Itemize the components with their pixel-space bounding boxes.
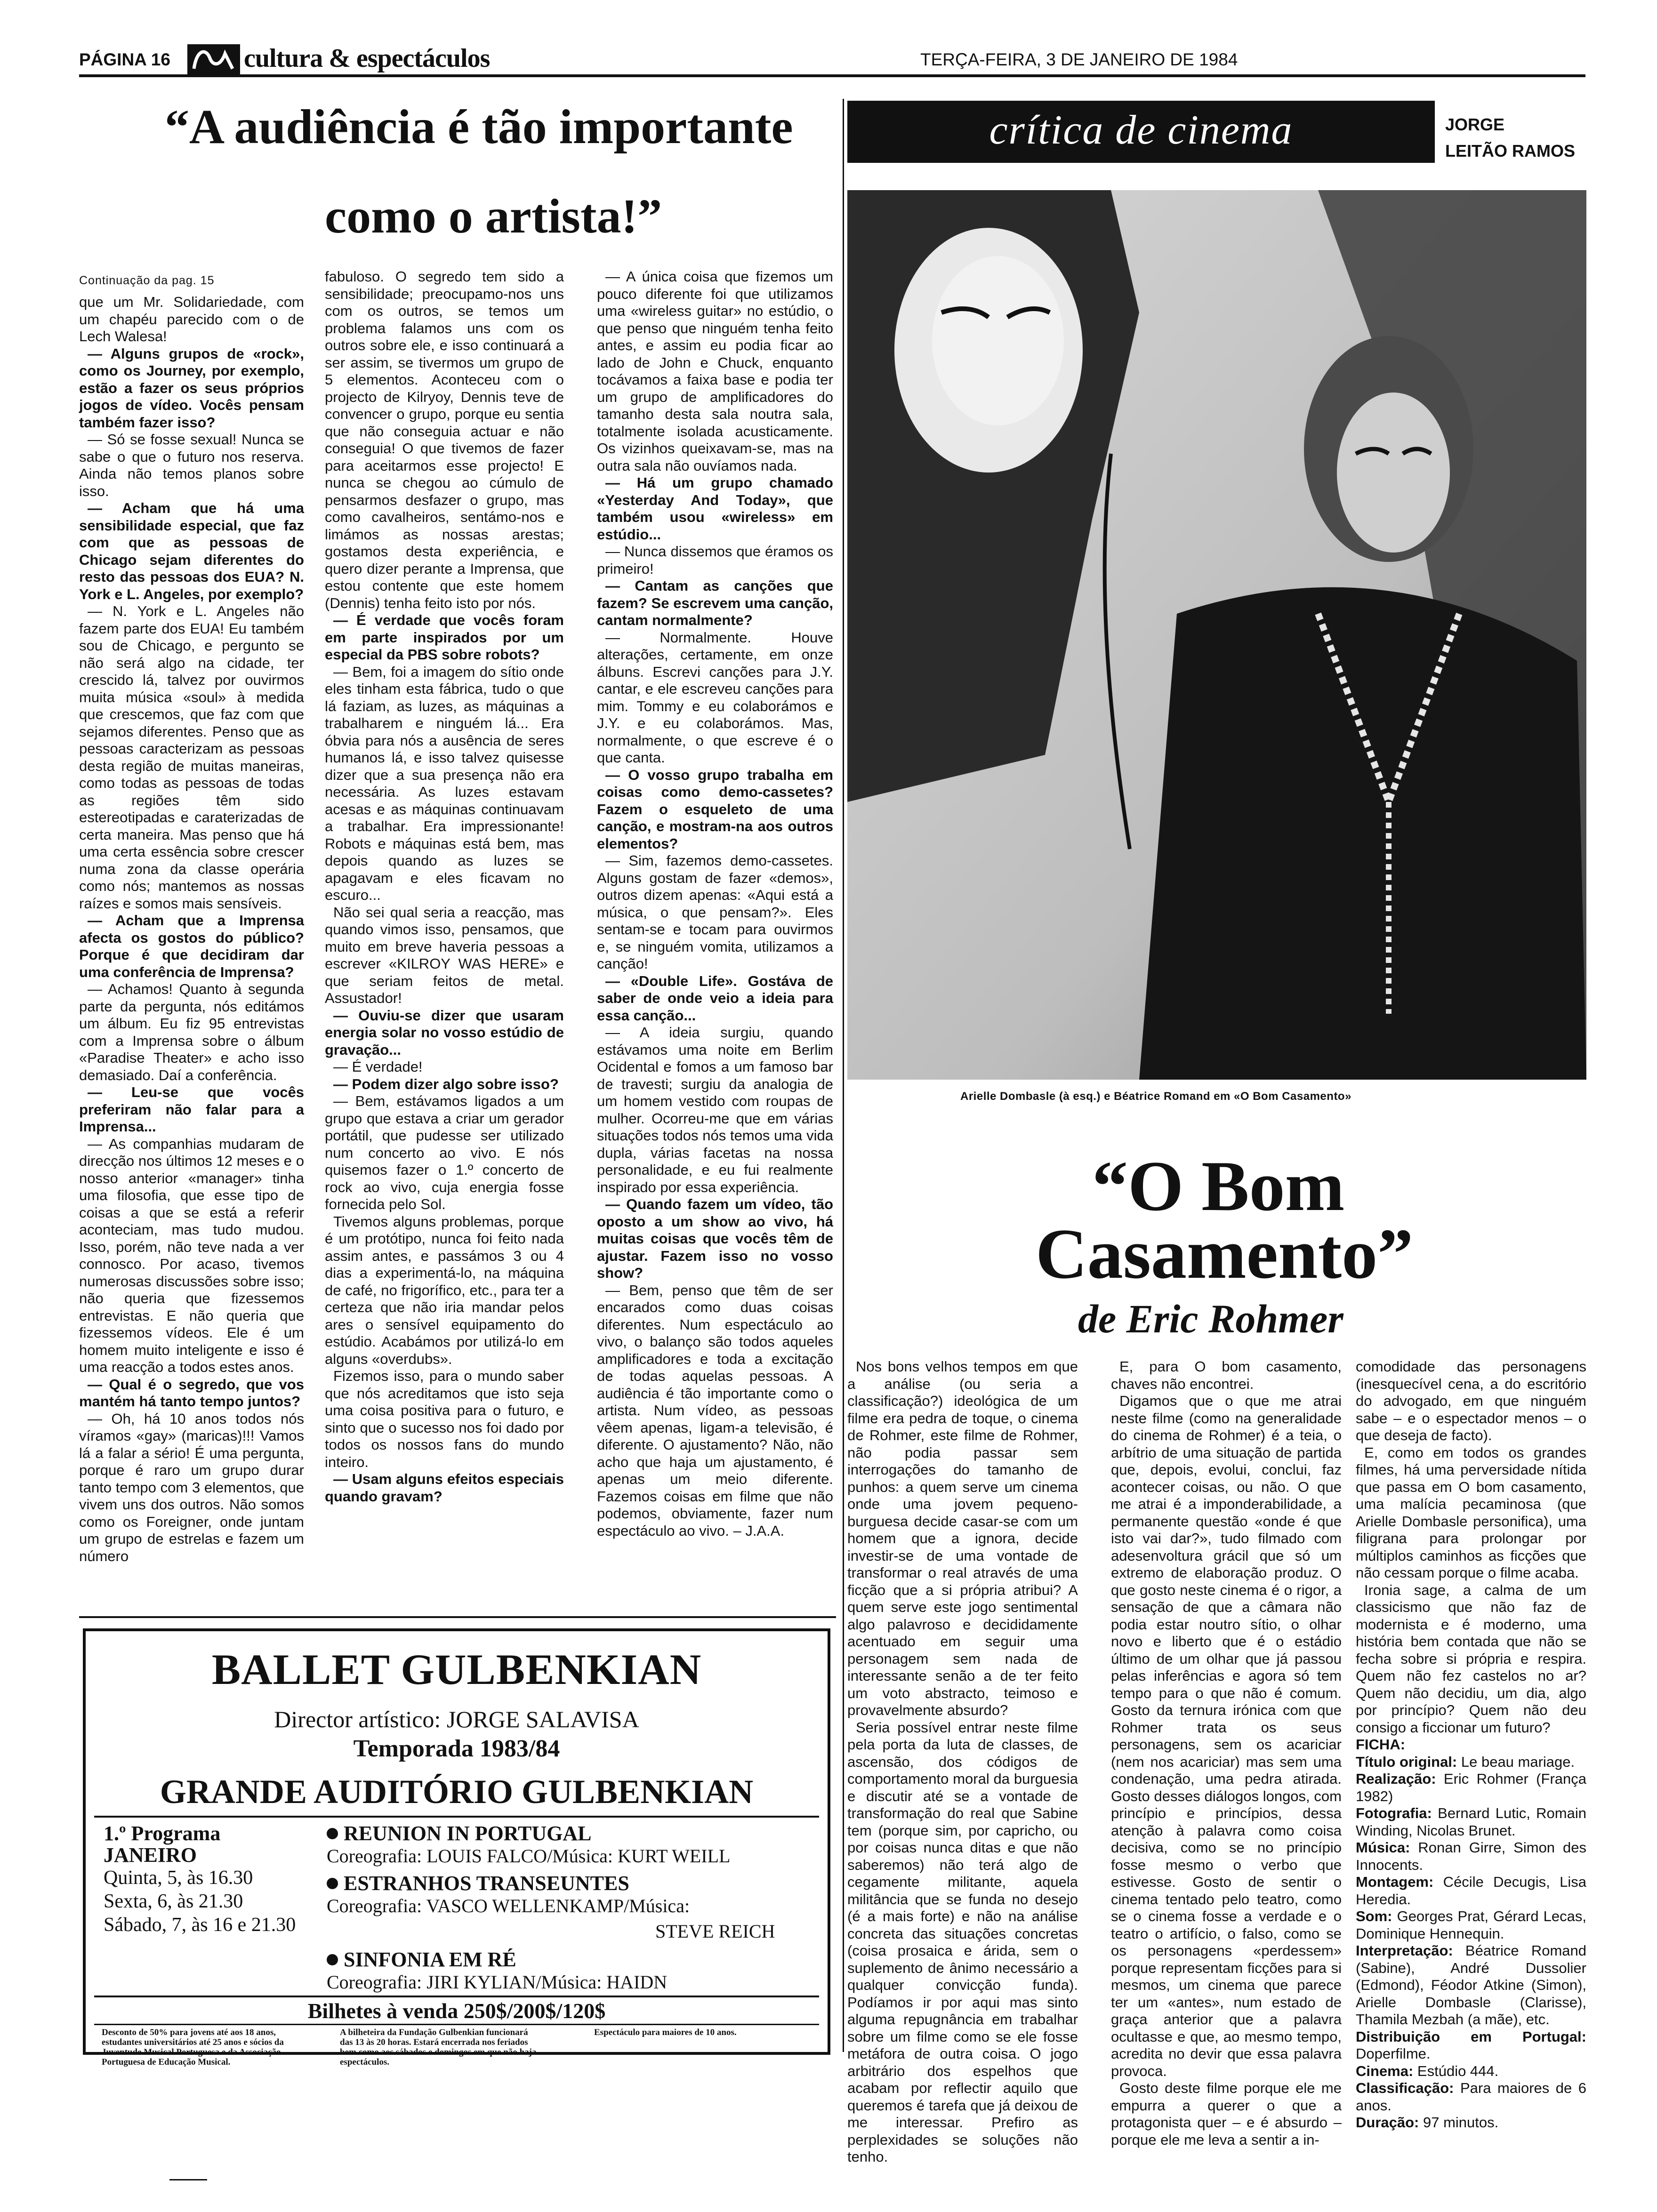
interview-column-1 [79, 294, 304, 1635]
continuation-note: Continuação da pag. 15 [79, 274, 215, 287]
paragraph: — Achamos! Quanto à segunda parte da pergunta, nós editámos um álbum. Eu fiz 95 entrevistas com a Imprensa sobre o álbum «Paradise Theater» e acho isso demasiado. Daí a conferência. [79, 981, 304, 1083]
review-banner-text: crítica de cinema [989, 107, 1293, 153]
interview-question: — É verdade que vocês foram em parte inspirados por um especial da PBS sobre robots? [325, 612, 564, 663]
interview-question: — Acham que há uma sensibilidade especial, que faz com que as pessoas de Chicago sejam diferentes do resto das pessoas dos EUA? N. York e L. Angeles, por exemplo? [79, 500, 304, 602]
ficha-value: Le beau mariage. [1457, 1753, 1575, 1770]
ficha-entry [1356, 1805, 1586, 1839]
paragraph: Ironia sage, a calma de um classicismo que não faz de modernista e é moderno, uma história bem contada que não se fecha sobre si própria e respira. Quem não fez castelos no ar? Quem não decidiu, um dia, algo por princípio? Quem não deu consigo a ficcionar um futuro? [1356, 1581, 1586, 1736]
interview-title-line2: como o artista!” [325, 189, 662, 243]
ad-footer-boxoffice: A bilheteira da Fundação Gulbenkian funcionará das 13 às 20 horas. Estará encerrada nos feriados bem como aos sábados e domingos em que não haja espectáculos. [340, 2028, 537, 2067]
ficha-value: Estúdio 444. [1413, 2062, 1499, 2079]
review-column-2 [1111, 1358, 1342, 2148]
header-rule [79, 74, 1585, 77]
paragraph: Digamos que o que me atrai neste filme (como na generalidade do cinema de Rohmer) é a teia, o arbítrio de uma situação de partida que, depois, evolui, conclui, faz acontecer coisas, ou não. O que me atrai é a imponderabilidade, a permanente questão «onde é que isto vai dar?», tudo filmado com adesenvoltura grácil que só um extremo de elaboração produz. O que gosto neste cinema é o rigor, a sensação de que a câmara não podia estar noutro sítio, o olhar novo e liberto que é o estádio último de um olhar que já passou pelas inferências e agora só tem tempo para o que não é comum. Gosto da ternura irónica com que Rohmer trata os seus personagens, sem os acariciar (nem nos acariciar) mas sem uma condenação, uma pedra atirada. Gosto desses diálogos longos, com princípio e princípios, dessa atenção à palavra como coisa decisiva, como se no princípio fosse mesmo o verbo que estivesse. Gosto de sentir o cinema tentado pelo teatro, como se o cinema fosse a verdade e o teatro o artifício, o falso, como se os personagens «perdessem» porque representam ficções para si mesmos, um cinema que parece ter um «antes», num estado de graça anterior que a palavra ocultasse e que, ao mesmo tempo, acredita no devir que essa palavra provoca. [1111, 1393, 1342, 2079]
ad-director: Director artístico: JORGE SALAVISA [274, 1706, 639, 1732]
review-column-1 [847, 1358, 1078, 2165]
ad-rule-1 [94, 1816, 819, 1818]
photo-caption: Arielle Dombasle (à esq.) e Béatrice Romand em «O Bom Casamento» [960, 1090, 1351, 1103]
bullet-icon [327, 1878, 338, 1889]
paragraph: Nos bons velhos tempos em que a análise (ou seria a classificação?) ideológica de um filme era pedra de toque, o cinema de Rohmer, este filme de Rohmer, não podia passar sem interrogações do tamanho de punhos: a quem serve um cinema onde uma jovem pequeno-burguesa decide casar-se com um homem que a ignora, decide investir-se de uma vontade de transformar o real através de uma ficção que a si própria atribui? A quem serve este jogo sentimental algo palavroso e decididamente acentuado em seguir uma personagem sem nada de interessante senão a de ter feito um voto abstracto, teimoso e provavelmente absurdo? [847, 1358, 1078, 1718]
ficha-key: Realização: [1356, 1771, 1436, 1787]
ficha-value: Eric Rohmer (França 1982) [1356, 1771, 1586, 1804]
paragraph: — Só se fosse sexual! Nunca se sabe o que o futuro nos reserva. Ainda não temos planos sobre isso. [79, 431, 304, 499]
ficha-label: FICHA: [1356, 1736, 1406, 1753]
ad-piece-2-extra: STEVE REICH [655, 1921, 775, 1942]
review-banner [847, 101, 1435, 163]
ad-program: 1.º Programa [104, 1822, 221, 1845]
ad-month: JANEIRO [104, 1843, 197, 1867]
interview-column-3 [597, 268, 833, 1605]
paragraph: fabuloso. O segredo tem sido a sensibilidade; preocupamo-nos uns com os outros, se temos um problema falamos uns com os outros sobre ele, e isso continuará a ser assim, se tivermos um grupo de 5 elementos. Aconteceu com o projecto de Kilryoy, Dennis teve de convencer o grupo, porque eu sentia que não conseguia actuar e não conseguia! O que tivemos de fazer para aceitarmos esse projecto! E nunca se chegou ao cúmulo de pensarmos desfazer o grupo, mas como cavalheiros, sentámo-nos e limámos as nossas arestas; gostamos desta experiência, e quero dizer perante a Imprensa, que estou contente que este homem (Dennis) tenha feito isto por nós. [325, 268, 564, 611]
interview-title-line1: “A audiência é tão importante [165, 100, 793, 154]
ficha-entry [1356, 1839, 1586, 1874]
ficha-key: Duração: [1356, 2114, 1419, 2131]
ficha-entry [1356, 2114, 1586, 2132]
interview-question: — Usam alguns efeitos especiais quando gravam? [325, 1471, 564, 1505]
interview-question: — Há um grupo chamado «Yesterday And Today», que também usou «wireless» em estúdio... [597, 474, 833, 543]
ad-season: Temporada 1983/84 [353, 1735, 560, 1762]
paragraph: E, como em todos os grandes filmes, há uma perversidade nítida que passa em O bom casamento, uma malícia pecaminosa (que Arielle Dombasle personifica), uma filigrana para prolongar por múltiplos caminhos as ficções que não cessam porque o filme acaba. [1356, 1444, 1586, 1581]
ficha-value: Cécile Decugis, Lisa Heredia. [1356, 1874, 1586, 1907]
paragraph: — N. York e L. Angeles não fazem parte dos EUA! Eu também sou de Chicago, e pergunto se não será algo na cidade, ter crescido lá, talvez por ouvirmos muita música «soul» à medida que crescemos, que faz com que sejamos diferentes. Penso que as pessoas caracterizam as pessoas desta região de muitas maneiras, como todas as pessoas de todas as regiões têm sido estereotipadas e caraterizadas de certa maneira. Mas penso que há uma certa essência sobre crescer numa zona da classe operária como nós; mantemos as nossas raízes e somos mais sensíveis. [79, 603, 304, 912]
bullet-icon [327, 1954, 338, 1965]
paragraph: Não sei qual seria a reacção, mas quando vimos isso, pensamos, que muito em breve haveria pessoas a escrever «KILROY WAS HERE» e que seriam feitos de metal. Assustador! [325, 904, 564, 1006]
paragraph: E, para O bom casamento, chaves não encontrei. [1111, 1358, 1342, 1392]
newspaper-logo-icon [187, 44, 240, 74]
paragraph: — Bem, estávamos ligados a um grupo que estava a criar um gerador portátil, que pudesse ser utilizado num concerto ao vivo. E nós quisemos fazer o 1.º concerto de rock ao vivo, cuja energia fosse fornecida pelo Sol. [325, 1093, 564, 1212]
paragraph: — É verdade! [333, 1058, 423, 1075]
paragraph: Seria possível entrar neste filme pela porta da luta de classes, de ascensão, dos códigos de comportamento moral da burguesia e discutir até se a vontade de transformação do real que Sabine tem (porque sim, por capricho, ou por coisas nunca ditas e que não saberemos) não terá algo de cegamente militante, aquela militância que se funda no desejo (é a mais forte) e não na análise concreta das situações concretas (coisa prosaica e árida, sem o suplemento de ânimo necessário a qualquer convicção funda). Podíamos ir por aqui mas sinto alguma repugnância em trabalhar sobre um filme como se ele fosse metáfora de outra coisa. O jogo arbitrário dos espelhos que acabam por reflectir aquilo que queremos é tarefa que já deixou de me interessar. Prefiro as perplexidades se soluções não tenho. [847, 1719, 1078, 2165]
ficha-key: Cinema: [1356, 2062, 1414, 2079]
ficha-key: Montagem: [1356, 1874, 1434, 1890]
interview-question: — Cantam as canções que fazem? Se escrevem uma canção, cantam normalmente? [597, 577, 833, 628]
ad-piece-2-credit: Coreografia: VASCO WELLENKAMP/Música: [327, 1895, 690, 1916]
ad-venue: GRANDE AUDITÓRIO GULBENKIAN [160, 1773, 754, 1811]
ficha-value: Para maiores de 6 anos. [1356, 2080, 1586, 2114]
ficha-value: Béatrice Romand (Sabine), André Dussolier (Edmond), Féodor Atkine (Simon), Arielle Dombasle (Clarisse), Thamila Mezbah (a mãe), etc. [1356, 1942, 1586, 2028]
film-still-photo [847, 190, 1586, 1080]
interview-question: — Qual é o segredo, que vos mantém há tanto tempo juntos? [79, 1376, 304, 1410]
ficha-entry [1356, 2080, 1586, 2114]
interview-question: — Ouviu-se dizer que usaram energia solar no vosso estúdio de gravação... [325, 1007, 564, 1058]
paragraph: — A ideia surgiu, quando estávamos uma noite em Berlim Ocidental e fomos a um famoso bar de travesti; surgiu da analogia de um homem vestido com roupas de mulher. Ocorreu-me que em várias situações todos nós temos uma vida dupla, várias facetas na nossa personalidade, e eu fui realmente inspirado por essa experiência. [597, 1024, 833, 1195]
paragraph: — Oh, há 10 anos todos nós víramos «gay» (maricas)!!! Vamos lá a falar a sério! É uma pergunta, porque é raro um grupo durar tanto tempo com 3 elementos, que vivem uns dos outros. Não somos como os Foreigner, onde juntam um grupo de estrelas e fazem um número [79, 1410, 304, 1564]
ballet-ad [83, 1628, 830, 2067]
paragraph: — Bem, foi a imagem do sítio onde eles tinham esta fábrica, tudo o que lá faziam, as luzes, as máquinas a trabalharem e ninguém lá... Era óbvia para nós a ausência de seres humanos lá, e isso talvez quisesse dizer que a sua presença não era necessária. As luzes estavam acesas e as máquinas continuavam a trabalhar. Era impressionante! Robots e máquinas está bem, mas depois quando as luzes se apagavam e eles ficavam no escuro... [325, 663, 564, 903]
interview-question: — O vosso grupo trabalha em coisas como demo-cassetes? Fazem o esqueleto de uma canção, e mostram-na aos outros elementos? [597, 766, 833, 852]
interview-question: — Quando fazem um vídeo, tão oposto a um show ao vivo, há muitas coisas que vocês têm de ajustar. Fazem isso no vosso show? [597, 1196, 833, 1281]
ficha-entry [1356, 1874, 1586, 1908]
paragraph: Fizemos isso, para o mundo saber que nós acreditamos que isto seja uma coisa positiva para o futuro, e sinto que o sucesso nos foi dado por todos os nossos fans do mundo inteiro. [325, 1368, 564, 1470]
ficha-value: 97 minutos. [1419, 2114, 1499, 2131]
ad-date-3: Sábado, 7, às 16 e 21.30 [104, 1914, 296, 1936]
paragraph: — Sim, fazemos demo-cassetes. Alguns gostam de fazer «demos», outros dizem apenas: «Aqui está a música, o que pensam?». Eles sentam-se e tocam para ouvirmos e, se ninguém vomita, utilizamos a canção! [597, 852, 833, 972]
ficha-entry [1356, 2063, 1586, 2080]
ad-piece-3-name: SINFONIA EM RÉ [344, 1948, 516, 1971]
ad-piece-3-credit: Coreografia: JIRI KYLIAN/Música: HAIDN [327, 1972, 668, 1993]
bullet-icon [327, 1828, 338, 1839]
paragraph: Gosto deste filme porque ele me empurra a querer o que a protagonista quer – e é absurdo – porque ele me leva a sentir a in- [1111, 2080, 1342, 2148]
ficha-key: Interpretação: [1356, 1942, 1453, 1959]
ad-footer-age: Espectáculo para maiores de 10 anos. [594, 2028, 737, 2037]
page-number: PÁGINA 16 [79, 50, 170, 69]
review-author-line1: JORGE [1445, 115, 1505, 134]
section-title: cultura & espectáculos [244, 44, 490, 73]
review-subtitle: de Eric Rohmer [1078, 1296, 1343, 1341]
ad-tickets: Bilhetes à venda 250$/200$/120$ [307, 1999, 606, 2023]
ficha-key: Som: [1356, 1908, 1392, 1924]
interview-question: — Leu-se que vocês preferiram não falar para a Imprensa... [79, 1084, 304, 1135]
paragraph: Tivemos alguns problemas, porque é um protótipo, nunca foi feito nada assim antes, e passámos 3 ou 4 dias a experimentá-lo, na máquina de café, no frigorífico, etc., para ter a certeza que não iria mandar pelos ares o sensível equipamento do estúdio. Acabámos por utilizá-lo em alguns «overdubs». [325, 1213, 564, 1367]
review-author-line2: LEITÃO RAMOS [1445, 141, 1575, 160]
ad-title: BALLET GULBENKIAN [211, 1645, 702, 1693]
review-title-line1: “O Bom [1092, 1146, 1345, 1226]
bottom-rule [169, 2179, 207, 2180]
ficha-entry [1356, 1908, 1586, 1942]
ad-footer-discount: Desconto de 50% para jovens até aos 18 anos, estudantes universitários até 25 anos e sócios da Juventude Musical Portuguesa e da Associação Portuguesa de Educação Musical. [102, 2028, 284, 2067]
interview-question: — «Double Life». Gostáva de saber de onde veio a ideia para essa canção... [597, 972, 833, 1024]
ad-piece-1-credit: Coreografia: LOUIS FALCO/Música: KURT WEILL [327, 1845, 731, 1867]
review-column-3 [1356, 1358, 1586, 2131]
paragraph: — A única coisa que fizemos um pouco diferente foi que utilizamos uma «wireless guitar» no estúdio, o que penso que ninguém tenha feito antes, e assim eu podia ficar ao lado de John e Chuck, enquanto tocávamos a faixa base e podia ter um grupo de amplificadores do tamanho desta sala noutra sala, totalmente isolada acusticamente. Os vizinhos queixavam-se, mas na outra sala não ouvíamos nada. [597, 268, 833, 474]
review-title-line2: Casamento” [1036, 1214, 1414, 1293]
paragraph: — Normalmente. Houve alterações, certamente, em onze álbuns. Escrevi canções para J.Y. cantar, e ele escreveu canções para mim. Tommy e eu colaborámos e J.Y. e eu colaborámos. Mas, normalmente, o que escreve é o que canta. [597, 629, 833, 766]
ficha-key: Fotografia: [1356, 1805, 1432, 1821]
paragraph: comodidade das personagens (inesquecível cena, a do escritório do advogado, em que ninguém sabe – e o espectador menos – o que deseja de facto). [1356, 1358, 1586, 1443]
ficha-entry [1356, 2028, 1586, 2063]
ficha-key: Classificação: [1356, 2080, 1454, 2096]
ficha-key: Título original: [1356, 1753, 1457, 1770]
interview-question: — Podem dizer algo sobre isso? [333, 1075, 559, 1092]
page-date: TERÇA-FEIRA, 3 DE JANEIRO DE 1984 [920, 50, 1238, 69]
ad-rule-2 [94, 1996, 819, 1997]
ficha-value: Ronan Girre, Simon des Innocents. [1356, 1839, 1586, 1873]
interview-column-2 [325, 268, 564, 1652]
ficha-value: Bernard Lutic, Romain Winding, Nicolas Brunet. [1356, 1805, 1586, 1839]
ad-piece-1-name: REUNION IN PORTUGAL [344, 1822, 592, 1845]
ad-rule-3 [94, 2024, 819, 2025]
column-divider [843, 99, 844, 2052]
ad-date-1: Quinta, 5, às 16.30 [104, 1867, 253, 1889]
ficha-value: Doperfilme. [1356, 2045, 1431, 2062]
paragraph: que um Mr. Solidariedade, com um chapéu parecido com o de Lech Walesa! [79, 294, 304, 345]
ficha-entry [1356, 1771, 1586, 1805]
ad-date-2: Sexta, 6, às 21.30 [104, 1891, 243, 1912]
ad-piece-2-name: ESTRANHOS TRANSEUNTES [344, 1872, 629, 1895]
ficha-key: Distribuição em Portugal: [1356, 2028, 1586, 2045]
ficha-value: Georges Prat, Gérard Lecas, Dominique Hennequin. [1356, 1908, 1586, 1942]
paragraph: — Nunca dissemos que éramos os primeiro! [597, 543, 833, 577]
ficha-entry [1356, 1754, 1586, 1771]
interview-bottom-rule [79, 1616, 836, 1618]
paragraph: — Bem, penso que têm de ser encarados como duas coisas diferentes. Num espectáculo ao vivo, o balanço são todos aqueles amplificadores e toda a excitação de todas aquelas pessoas. A audiência é tão importante como o artista. Num vídeo, as pessoas vêem apenas, ligam-a televisão, é diferente. O ajustamento? Não, não acho que haja um ajustamento, é apenas um meio diferente. Fazemos coisas em filme que não podemos, obviamente, fazer num espectáculo ao vivo. – J.A.A. [597, 1282, 833, 1539]
ficha-entry [1356, 1942, 1586, 2028]
interview-question: — Alguns grupos de «rock», como os Journey, por exemplo, estão a fazer os seus próprios jogos de vídeo. Vocês pensam também fazer isso? [79, 345, 304, 431]
interview-question: — Acham que a Imprensa afecta os gostos do público? Porque é que decidiram dar uma conferência de Imprensa? [79, 912, 304, 980]
paragraph: — As companhias mudaram de direcção nos últimos 12 meses e o nosso anterior «manager» tinha uma filosofia, que esse tipo de coisas a que se está a referir aconteciam, mas tudo mudou. Isso, porém, não teve nada a ver connosco. Por acaso, tivemos numerosas discussões sobre isso; não queria que fizessemos entrevistas. E não queria que fizessemos vídeos. Ele é um homem muito inteligente e isso é uma reacção a todos estes anos. [79, 1135, 304, 1375]
ficha-key: Música: [1356, 1839, 1410, 1856]
